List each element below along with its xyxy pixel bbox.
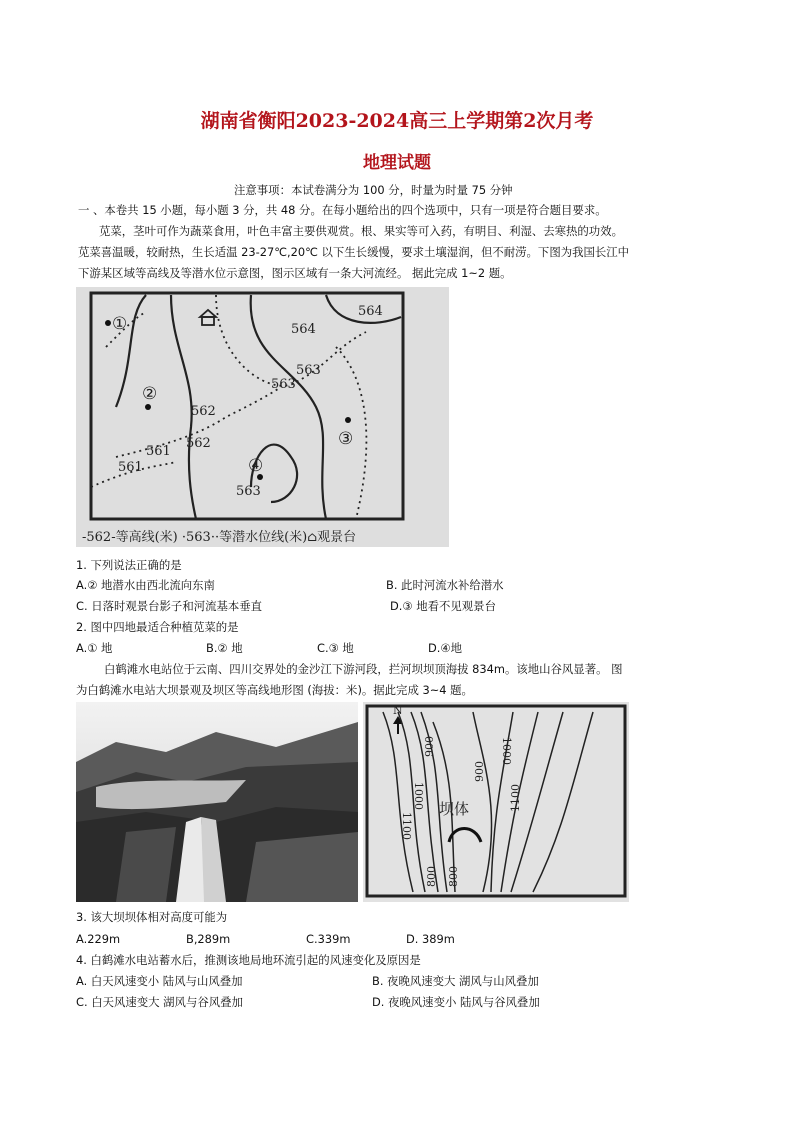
notice: 注意事项：本试卷满分为 100 分，时量为时量 75 分钟 [234, 183, 513, 197]
question-2-option-c[interactable]: C.③ 地 [317, 641, 354, 655]
contour-label: 562 [191, 404, 216, 419]
dam-photo-svg [76, 702, 358, 902]
paragraph-2-line-2: 为白鹤滩水电站大坝景观及坝区等高线地形图 (海拔：米)。据此完成 3~4 题。 [76, 683, 473, 697]
question-4-option-d[interactable]: D. 夜晚风速变小 陆风与谷风叠加 [372, 995, 540, 1009]
contour-label: 900 [423, 736, 436, 757]
contour-label: 563 [271, 377, 296, 392]
point-label: ② [142, 384, 158, 404]
north-label: N [393, 704, 403, 717]
exam-subtitle: 地理试题 [363, 153, 431, 173]
contour-label: 1100 [509, 784, 522, 812]
dam-photo [76, 702, 358, 902]
question-3-option-d[interactable]: D. 389m [406, 932, 455, 946]
question-2-option-b[interactable]: B.② 地 [206, 641, 243, 655]
question-4-stem: 4. 白鹤滩水电站蓄水后，推测该地局地环流引起的风速变化及原因是 [76, 953, 421, 967]
paragraph-1-line-2: 苋菜喜温暖，较耐热，生长适温 23-27℃,20℃ 以下生长缓慢，要求土壤湿润，但不耐涝。下图为我国长江中 [78, 245, 630, 259]
contour-label: 561 [146, 444, 171, 459]
question-1-option-c[interactable]: C. 日落时观景台影子和河流基本垂直 [76, 599, 263, 613]
question-1-option-d[interactable]: D.③ 地看不见观景台 [390, 599, 496, 613]
contour-label: 800 [425, 866, 438, 887]
question-1-stem: 1. 下列说法正确的是 [76, 558, 182, 572]
contour-map-figure [76, 287, 449, 547]
contour-label: 562 [186, 436, 211, 451]
paragraph-2-line-1: 白鹤滩水电站位于云南、四川交界处的金沙江下游河段，拦河坝坝顶海拔 834m。该地山谷风显著。 图 [104, 662, 623, 676]
question-4-option-a[interactable]: A. 白天风速变小 陆风与山风叠加 [76, 974, 243, 988]
exam-title: 湖南省衡阳2023-2024高三上学期第2次月考 [200, 110, 594, 132]
question-3-option-c[interactable]: C.339m [306, 932, 351, 946]
contour-label: 563 [236, 484, 261, 499]
question-2-stem: 2. 图中四地最适合种植苋菜的是 [76, 620, 239, 634]
paragraph-1-line-3: 下游某区域等高线及等潜水位示意图，图示区域有一条大河流经。 据此完成 1~2 题。 [78, 266, 512, 280]
map-legend: -562-等高线(米) ·563··等潜水位线(米)⌂观景台 [82, 530, 357, 545]
contour-label: 1100 [400, 812, 413, 840]
point-label: ④ [248, 456, 264, 476]
question-4-option-c[interactable]: C. 白天风速变大 湖风与谷风叠加 [76, 995, 243, 1009]
contour-label: 1000 [500, 737, 513, 765]
question-2-option-a[interactable]: A.① 地 [76, 641, 113, 655]
dam-contour-map [363, 702, 629, 902]
contour-label: 564 [358, 304, 383, 319]
question-4-option-b[interactable]: B. 夜晚风速变大 湖风与山风叠加 [372, 974, 539, 988]
question-1-option-b[interactable]: B. 此时河流水补给潜水 [386, 578, 504, 592]
contour-label: 564 [291, 322, 316, 337]
contour-label: 563 [296, 363, 321, 378]
contour-label: 800 [447, 866, 460, 887]
point-label: ③ [338, 429, 354, 449]
question-3-option-b[interactable]: B,289m [186, 932, 231, 946]
point-label: ① [112, 314, 128, 334]
paragraph-1-line-1: 苋菜，茎叶可作为蔬菜食用，叶色丰富主要供观赏。根、果实等可入药，有明目、利湿、去寒热的功效。 [99, 224, 623, 238]
question-1-option-a[interactable]: A.② 地潜水由西北流向东南 [76, 578, 215, 592]
section-instruction: 一 、本卷共 15 小题，每小题 3 分，共 48 分。在每小题给出的四个选项中，只有一项是符合题目要求。 [78, 203, 607, 217]
contour-label: 900 [473, 761, 486, 782]
question-3-option-a[interactable]: A.229m [76, 932, 121, 946]
question-2-option-d[interactable]: D.④地 [428, 641, 462, 655]
contour-label: 561 [118, 460, 143, 475]
dam-label: 坝体 [439, 800, 470, 818]
dam-contour-svg [363, 702, 629, 902]
contour-map-svg [76, 287, 449, 547]
question-3-stem: 3. 该大坝坝体相对高度可能为 [76, 910, 228, 924]
contour-label: 1000 [412, 782, 425, 810]
